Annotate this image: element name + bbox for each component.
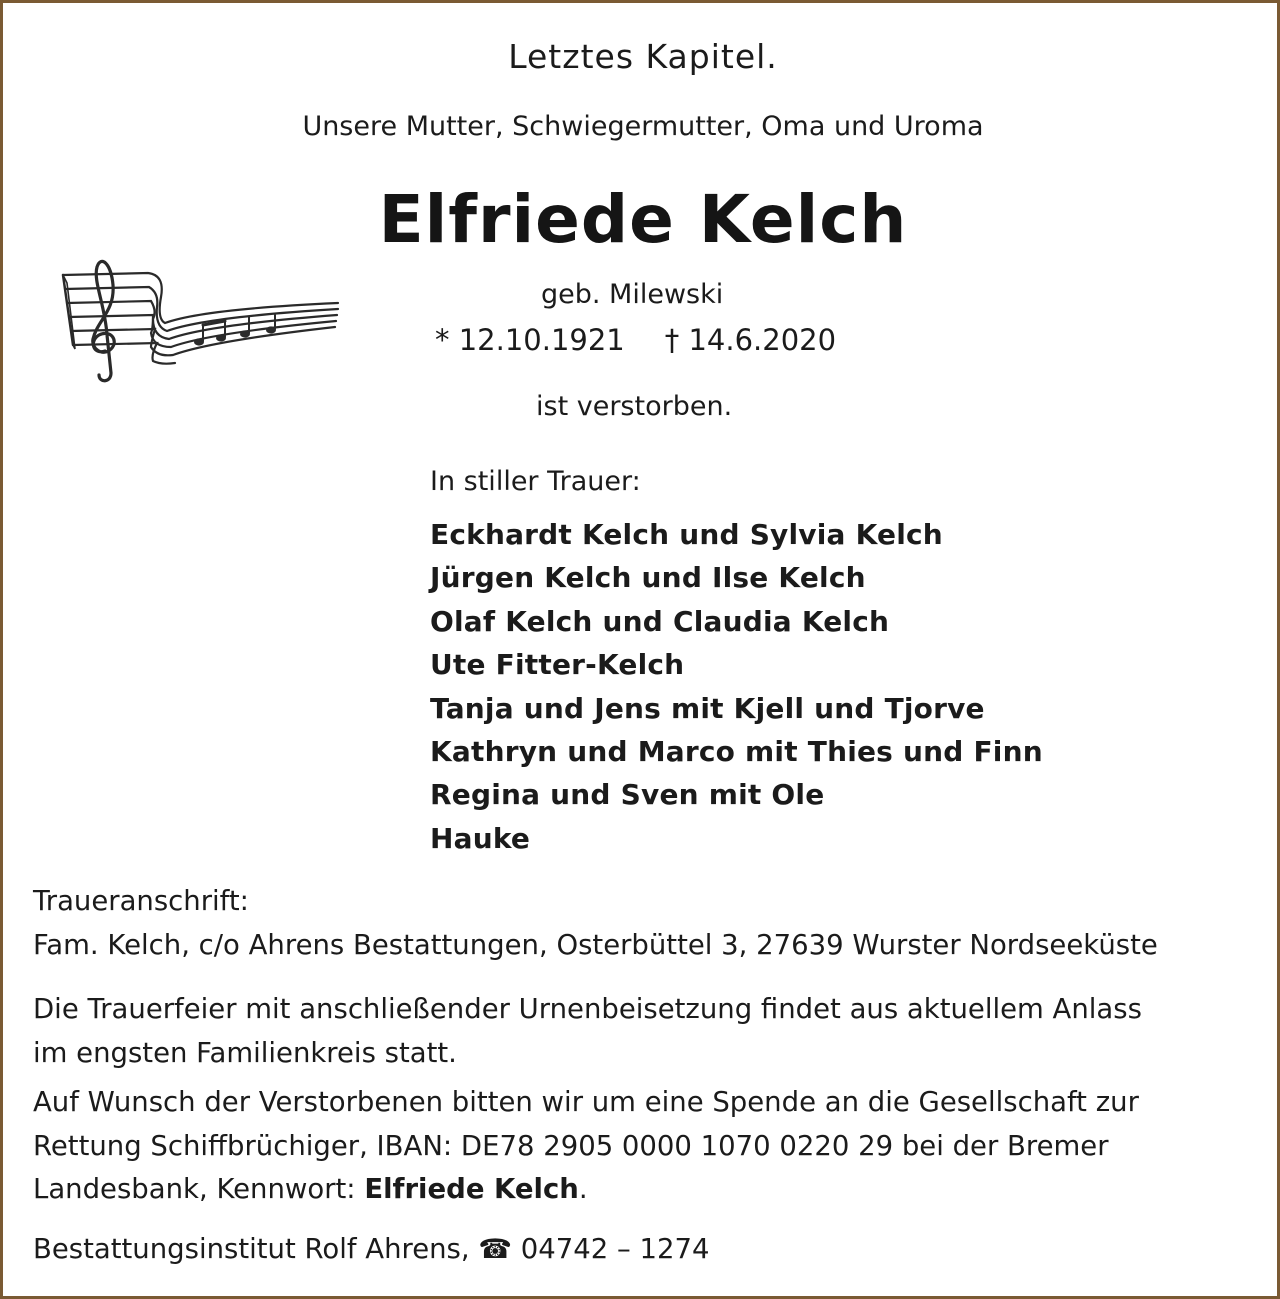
- birth-name: geb. Milewski: [541, 279, 724, 310]
- donation-keyword: Elfriede Kelch: [364, 1173, 579, 1205]
- ceremony-line: Die Trauerfeier mit anschließender Urnenbeisetzung findet aus aktuellem Anlass: [33, 993, 1142, 1025]
- birth-date: * 12.10.1921: [435, 323, 625, 357]
- mourner-item: Jürgen Kelch und Ilse Kelch: [430, 561, 866, 595]
- donation-info: [33, 1081, 1253, 1212]
- mourner-item: Hauke: [430, 821, 531, 855]
- subheading: Unsere Mutter, Schwiegermutter, Oma und Uroma: [302, 111, 984, 142]
- mourner-item: Ute Fitter-Kelch: [430, 648, 685, 682]
- undertaker-name: Bestattungsinstitut Rolf Ahrens,: [33, 1233, 470, 1265]
- address-text: Fam. Kelch, c/o Ahrens Bestattungen, Osterbüttel 3, 27639 Wurster Nordseeküste: [33, 928, 1158, 961]
- donation-prefix: Landesbank, Kennwort:: [33, 1173, 365, 1205]
- address-label: Traueranschrift:: [33, 885, 249, 917]
- phone-icon: ☎: [478, 1234, 513, 1265]
- donation-line: [33, 1168, 1253, 1212]
- donation-suffix: .: [578, 1173, 588, 1205]
- mourner-item: Eckhardt Kelch und Sylvia Kelch: [430, 518, 943, 551]
- mourning-intro: In stiller Trauer:: [430, 466, 641, 497]
- donation-line: Rettung Schiffbrüchiger, IBAN: DE78 2905 0000 1070 0220 29 bei der Bremer: [33, 1129, 1109, 1162]
- phone-number: 04742 – 1274: [520, 1233, 710, 1265]
- music-sheet-icon: [53, 245, 343, 385]
- mourner-item: Regina und Sven mit Ole: [430, 778, 825, 812]
- mourner-list: [430, 513, 1043, 860]
- ceremony-info: [33, 988, 1253, 1075]
- deceased-name: Elfriede Kelch: [378, 181, 908, 258]
- life-dates: [435, 323, 836, 357]
- mourning-address: [33, 880, 1253, 967]
- ceremony-line: im engsten Familienkreis statt.: [33, 1036, 457, 1069]
- heading: Letztes Kapitel.: [508, 37, 778, 76]
- mourner-item: Tanja und Jens mit Kjell und Tjorve: [430, 691, 985, 725]
- death-date: † 14.6.2020: [664, 323, 837, 357]
- status-text: ist verstorben.: [536, 391, 733, 422]
- mourner-item: Olaf Kelch und Claudia Kelch: [430, 604, 890, 638]
- undertaker-footer: [33, 1233, 709, 1265]
- donation-line: Auf Wunsch der Verstorbenen bitten wir um eine Spende an die Gesellschaft zur: [33, 1086, 1139, 1118]
- mourner-item: Kathryn und Marco mit Thies und Finn: [430, 734, 1043, 768]
